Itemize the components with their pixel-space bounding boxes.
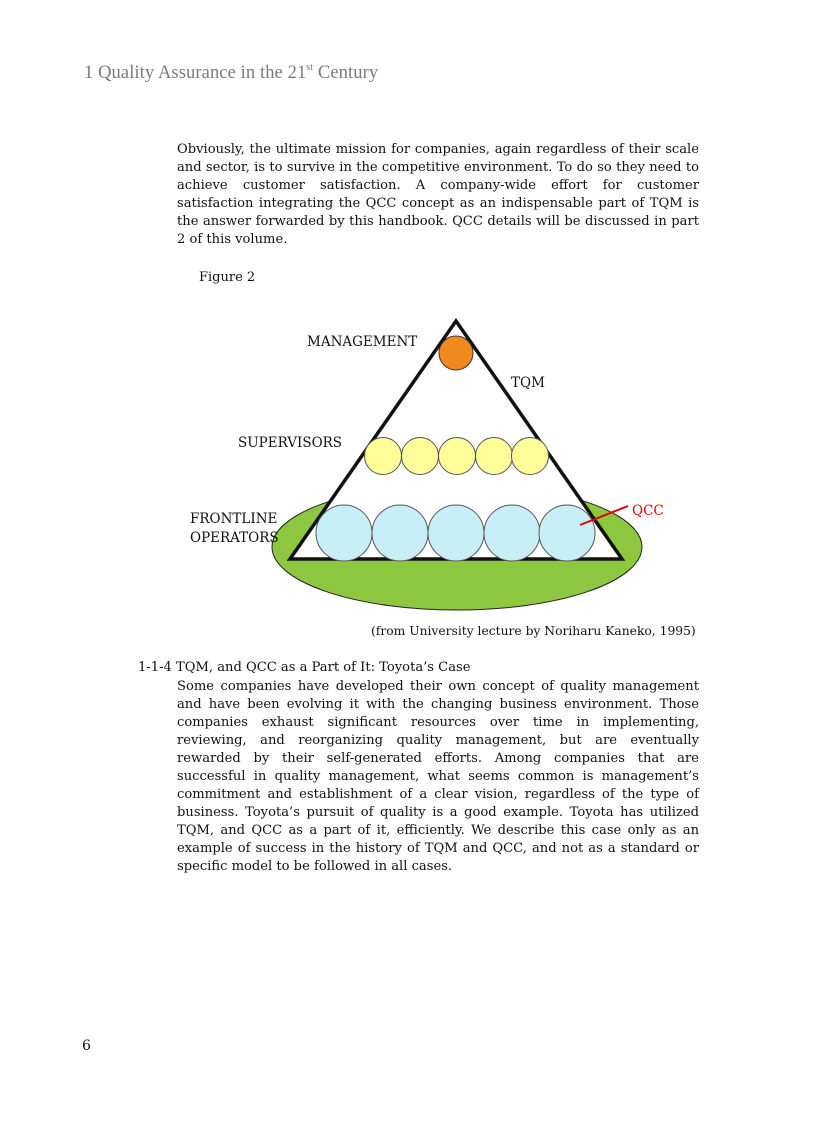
- supervisor-circle: [365, 438, 402, 475]
- figure-caption: (from University lecture by Noriharu Kaneko, 1995): [371, 624, 696, 638]
- qcc-label: QCC: [632, 503, 664, 519]
- supervisor-circles: [365, 438, 549, 475]
- operator-circle: [316, 505, 372, 561]
- supervisor-circle: [512, 438, 549, 475]
- operator-circles: [316, 505, 595, 561]
- header-title-main: 1 Quality Assurance in the 21: [84, 63, 307, 83]
- header-title-tail: Century: [313, 63, 379, 83]
- supervisor-circle: [439, 438, 476, 475]
- intro-paragraph: Obviously, the ultimate mission for companies, again regardless of their scale and sector, is to survive in the competitive environment. To do so they need to achieve customer satisfaction. A company-wide effort for customer satisfaction integrating the QCC concept as an indispensable part of TQM is the answer forwarded by this handbook. QCC details will be discussed in part 2 of this volume.: [177, 142, 699, 247]
- operator-circle: [372, 505, 428, 561]
- section-body-paragraph: Some companies have developed their own concept of quality management and have been evolving it with the changing business environment. Those companies exhaust significant resources over time in implementing, reviewing, and reorganizing quality management, but are eventually rewarded by their self-generated efforts. Among companies that are successful in quality management, what seems common is management’s commitment and establishment of a clear vision, regardless of the type of business. Toyota’s pursuit of quality is a good example. Toyota has utilized TQM, and QCC as a part of it, efficiently. We describe this case only as an example of success in the history of TQM and QCC, and not as a standard or specific model to be followed in all cases.: [177, 679, 699, 874]
- operator-circle: [539, 505, 595, 561]
- running-header: [84, 62, 378, 84]
- section-heading: 1-1-4 TQM, and QCC as a Part of It: Toyota’s Case: [138, 660, 471, 675]
- frontline-label: FRONTLINE: [190, 511, 278, 527]
- header-title-superscript: st: [306, 62, 314, 73]
- management-circle: [439, 336, 473, 370]
- operator-circle: [428, 505, 484, 561]
- figure-label: Figure 2: [199, 270, 256, 285]
- tqm-pyramid-diagram: [0, 300, 816, 620]
- management-label: MANAGEMENT: [307, 334, 418, 350]
- operator-circle: [484, 505, 540, 561]
- supervisor-circle: [402, 438, 439, 475]
- supervisors-label: SUPERVISORS: [238, 435, 343, 451]
- supervisor-circle: [476, 438, 513, 475]
- page-number: 6: [82, 1038, 91, 1054]
- operators-label: OPERATORS: [190, 530, 279, 546]
- tqm-label: TQM: [511, 375, 545, 391]
